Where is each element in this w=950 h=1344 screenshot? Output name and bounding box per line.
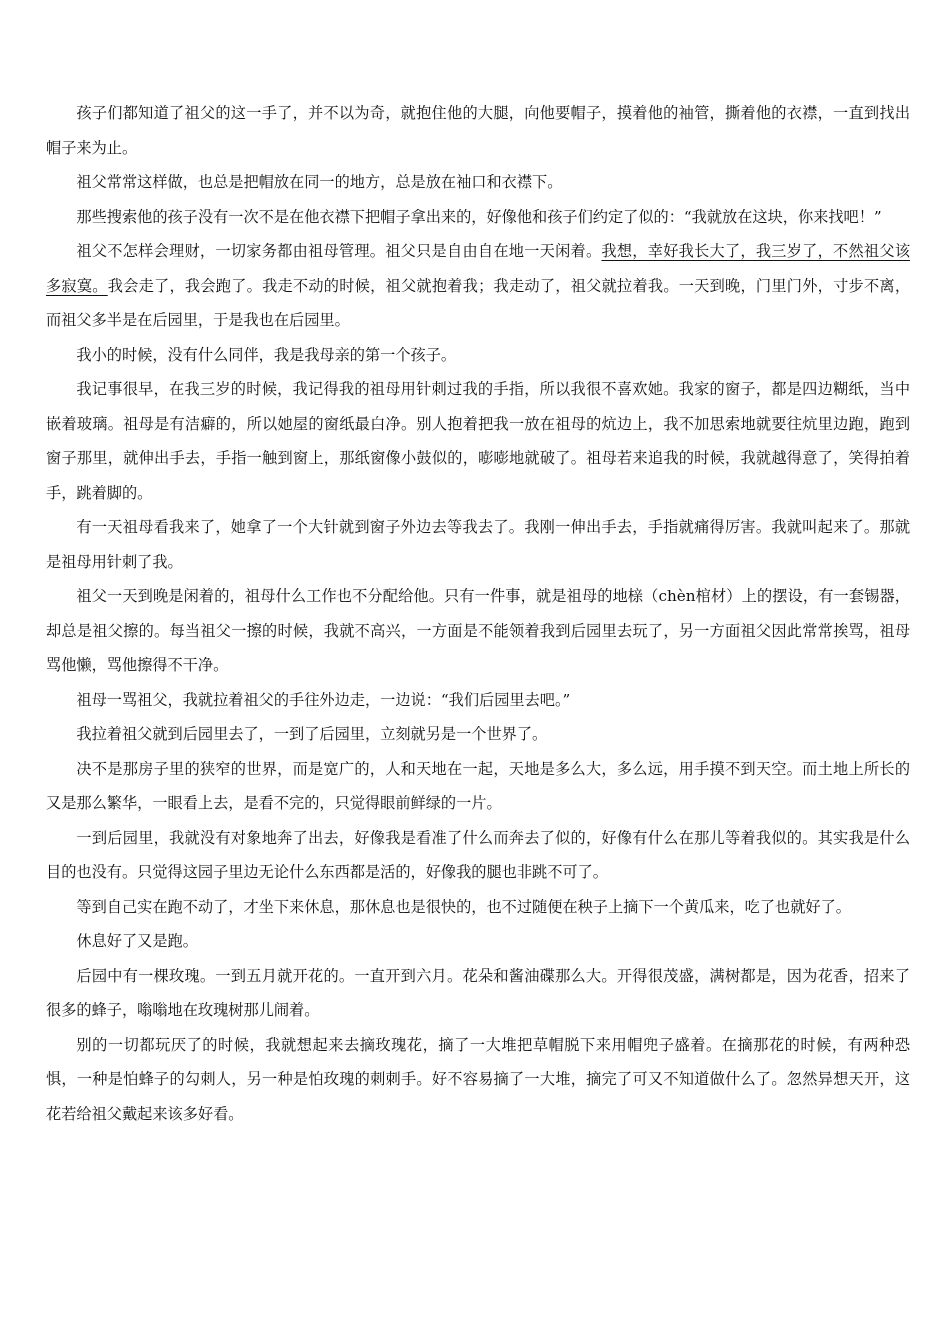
paragraph-3: 那些搜索他的孩子没有一次不是在他衣襟下把帽子拿出来的，好像他和孩子们约定了似的：“我就放在这块，你来找吧！” [76, 207, 882, 226]
paragraph-11: 决不是那房子里的狭窄的世界，而是宽广的，人和天地在一起，天地是多么大，多么远，用手摸不到天空。而土地上所长的又是那么繁华，一眼看上去，是看不完的，只觉得眼前鲜绿的一片。 [46, 759, 910, 812]
paragraph-5: 我小的时候，没有什么同伴，我是我母亲的第一个孩子。 [76, 345, 457, 364]
paragraph-4-before: 祖父不怎样会理财，一切家务都由祖母管理。祖父只是自由自在地一天闲着。 [76, 242, 602, 260]
paragraph-14: 休息好了又是跑。 [76, 932, 198, 950]
paragraph-6: 我记事很早，在我三岁的时候，我记得我的祖母用针刺过我的手指，所以我很不喜欢她。我家的窗子，都是四边糊纸，当中嵌着玻璃。祖母是有洁癖的，所以她屋的窗纸最白净。别人抱着把我一放在祖母的炕边上，我不加思索地就要往炕里边跑，跑到窗子那里，就伸出手去，手指一触到窗上，那纸窗像小鼓似的，嘭嘭地就破了。祖母若来追我的时候，我就越得意了，笑得拍着手，跳着脚的。 [46, 380, 910, 502]
paragraph-15: 后园中有一棵玫瑰。一到五月就开花的。一直开到六月。花朵和酱油碟那么大。开得很茂盛，满树都是，因为花香，招来了很多的蜂子，嗡嗡地在玫瑰树那儿闹着。 [46, 966, 910, 1019]
paragraph-4 [46, 234, 910, 338]
paragraph-10: 我拉着祖父就到后园里去了，一到了后园里，立刻就另是一个世界了。 [76, 725, 548, 743]
paragraph-13: 等到自己实在跑不动了，才坐下来休息，那休息也是很快的，也不过随便在秧子上摘下一个黄瓜来，吃了也就好了。 [76, 897, 851, 916]
paragraph-1: 孩子们都知道了祖父的这一手了，并不以为奇，就抱住他的大腿，向他要帽子，摸着他的袖管，撕着他的衣襟，一直到找出帽子来为止。 [46, 104, 910, 157]
document-body [46, 96, 910, 1131]
paragraph-7: 有一天祖母看我来了，她拿了一个大针就到窗子外边去等我去了。我刚一伸出手去，手指就痛得厉害。我就叫起来了。那就是祖母用针刺了我。 [46, 518, 910, 571]
paragraph-4-after: 我会走了，我会跑了。我走不动的时候，祖父就抱着我；我走动了，祖父就拉着我。一天到晚，门里门外，寸步不离，而祖父多半是在后园里，于是我也在后园里。 [46, 276, 911, 329]
paragraph-16: 别的一切都玩厌了的时候，我就想起来去摘玫瑰花，摘了一大堆把草帽脱下来用帽兜子盛着。在摘那花的时候，有两种恐惧，一种是怕蜂子的勾刺人，另一种是怕玫瑰的刺刺手。好不容易摘了一大堆，摘完了可又不知道做什么了。忽然异想天开，这花若给祖父戴起来该多好看。 [46, 1035, 910, 1123]
paragraph-12: 一到后园里，我就没有对象地奔了出去，好像我是看准了什么而奔去了似的，好像有什么在那儿等着我似的。其实我是什么目的也没有。只觉得这园子里边无论什么东西都是活的，好像我的腿也非跳不可了。 [46, 828, 910, 881]
underlined-sentence: 我想，幸好我长大了，我三岁了，不然祖父该多寂寞。 [46, 242, 911, 295]
paragraph-2: 祖父常常这样做，也总是把帽放在同一的地方，总是放在袖口和衣襟下。 [76, 173, 563, 191]
paragraph-8: 祖父一天到晚是闲着的，祖母什么工作也不分配给他。只有一件事，就是祖母的地榇（chèn棺材）上的摆设，有一套锡器，却总是祖父擦的。每当祖父一擦的时候，我就不高兴，一方面是不能领着我到后园里去玩了，另一方面祖父因此常常挨骂，祖母骂他懒，骂他擦得不干净。 [46, 587, 910, 674]
paragraph-9: 祖母一骂祖父，我就拉着祖父的手往外边走，一边说：“我们后园里去吧。” [76, 690, 571, 709]
